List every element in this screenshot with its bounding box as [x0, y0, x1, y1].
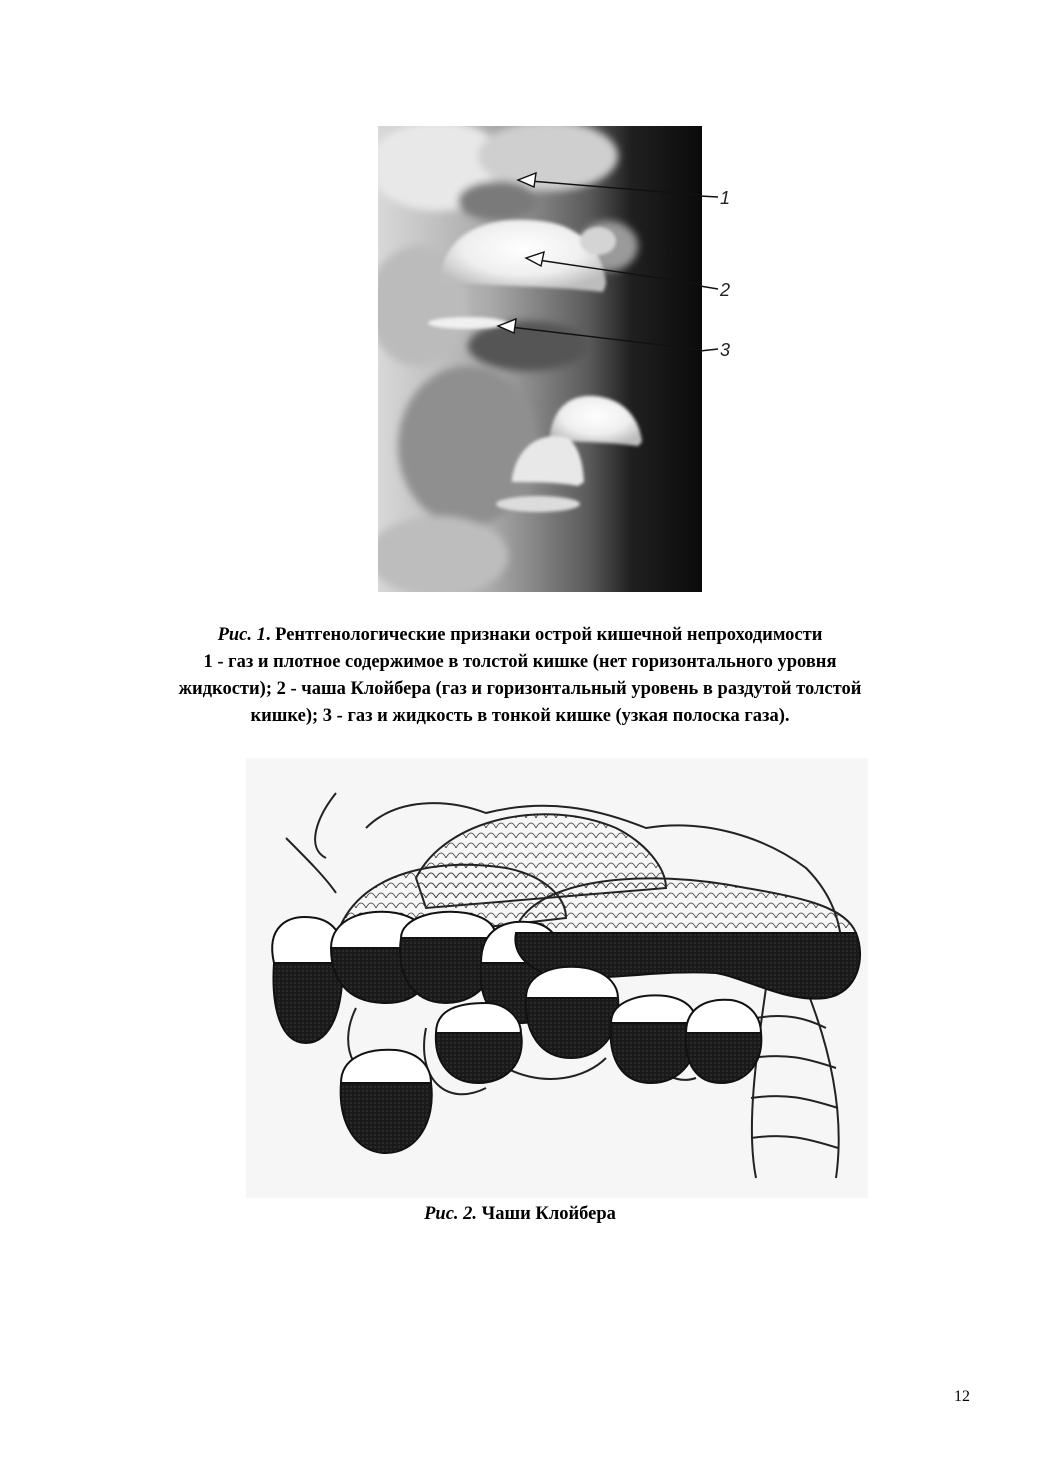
label-2: 2: [720, 280, 731, 300]
figure2-caption-label: Рис. 2.: [424, 1204, 478, 1224]
figure2-caption-text: Чаши Клойбера: [477, 1204, 616, 1224]
figure1-caption-title: . Рентгенологические признаки острой кишечной непроходимости: [265, 625, 823, 645]
figure1-caption-label: Рис. 1: [217, 625, 266, 645]
kloiber-cups-illustration: [246, 758, 868, 1198]
page-number: 12: [954, 1388, 970, 1405]
label-1: 1: [720, 188, 731, 208]
figure2-caption: [150, 1204, 890, 1225]
xray-labels: [700, 176, 760, 366]
figure1-caption-line2: 1 - газ и плотное содержимое в толстой кишке (нет горизонтального уровня: [203, 652, 837, 672]
figure1-caption: [150, 622, 890, 730]
figure1-caption-line3: жидкости); 2 - чаша Клойбера (газ и горизонтальный уровень в раздутой толстой: [178, 679, 862, 699]
xray-image: [378, 126, 702, 592]
figure1-caption-line4: кишке); 3 - газ и жидкость в тонкой кишке (узкая полоска газа).: [250, 706, 790, 726]
label-3: 3: [720, 340, 731, 360]
